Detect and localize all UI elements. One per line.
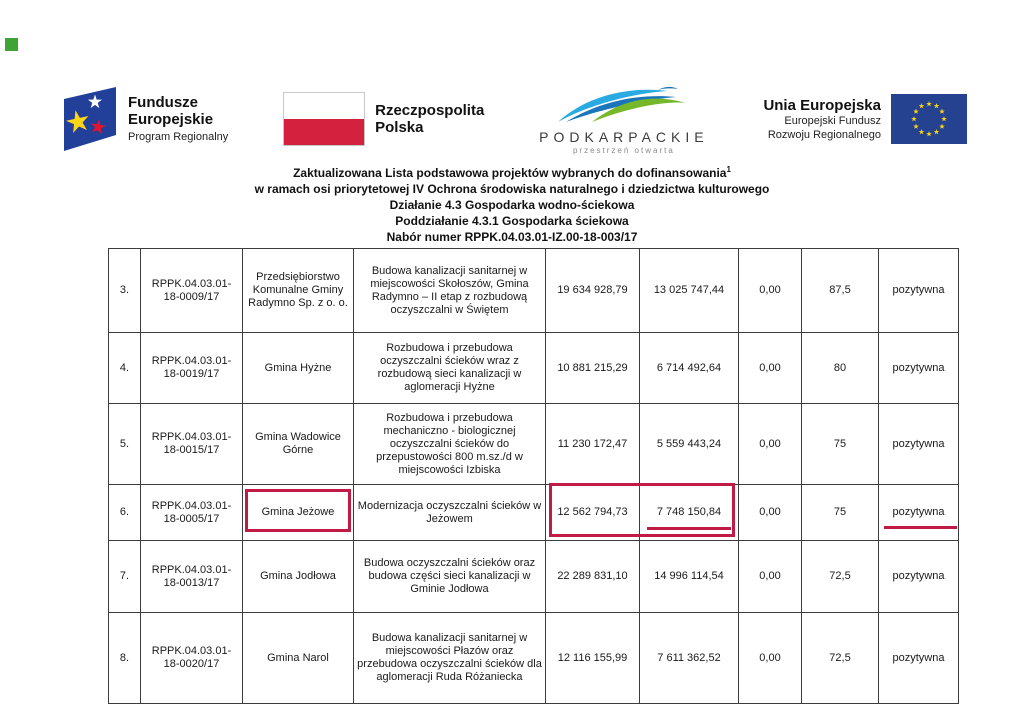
fe-line2: Europejskie — [128, 111, 214, 128]
cell-score: 87,5 — [802, 249, 879, 333]
cell-score: 75 — [802, 404, 879, 485]
unia-europejska-logo — [763, 94, 967, 144]
cell-project-number: RPPK.04.03.01-18-0020/17 — [141, 613, 243, 704]
cell-applicant: Gmina Wadowice Górne — [243, 404, 354, 485]
cell-project-number: RPPK.04.03.01-18-0005/17 — [141, 485, 243, 541]
heading-line-4: Poddziałanie 4.3.1 Gospodarka ściekowa — [395, 214, 629, 228]
cell-funding: 5 559 443,24 — [640, 404, 739, 485]
cell-assessment: pozytywna — [879, 333, 959, 404]
applicant-text: Gmina Jeżowe — [261, 506, 335, 518]
cell-project-title: Rozbudowa i przebudowa mechaniczno - biologicznej oczyszczalni ścieków do przepustowości 800 m.sz./d w miejscowości Izbiska — [354, 404, 546, 485]
cell-total-value: 22 289 831,10 — [546, 541, 640, 613]
heading-line-1 — [0, 162, 1024, 181]
cell-project-title: Modernizacja oczyszczalni ścieków w Jeżowem — [354, 485, 546, 541]
cell-total-value: 10 881 215,29 — [546, 333, 640, 404]
cell-total-value — [546, 485, 640, 541]
projects-table — [108, 248, 959, 704]
heading-line-1-text: Zaktualizowana Lista podstawowa projektów wybranych do dofinansowania — [293, 166, 727, 180]
polish-flag-icon — [283, 92, 365, 146]
cell-funding: 13 025 747,44 — [640, 249, 739, 333]
cell-funding: 7 611 362,52 — [640, 613, 739, 704]
cell-total-value: 11 230 172,47 — [546, 404, 640, 485]
cell-assessment: pozytywna — [879, 404, 959, 485]
cell-lp: 6. — [109, 485, 141, 541]
cell-score: 75 — [802, 485, 879, 541]
heading-line-2: w ramach osi priorytetowej IV Ochrona środowiska naturalnego i dziedzictwa kulturowego — [254, 182, 770, 196]
red-underline-assessment — [884, 526, 957, 529]
cell-project-title: Budowa oczyszczalni ścieków oraz budowa części sieci kanalizacji w Gminie Jodłowa — [354, 541, 546, 613]
cell-funding — [640, 485, 739, 541]
cell-other: 0,00 — [739, 485, 802, 541]
eu-line1: Unia Europejska — [763, 96, 881, 114]
podkarpackie-subtitle: przestrzeń otwarta — [572, 145, 675, 155]
table-row-highlighted — [109, 485, 959, 541]
podkarpackie-name: PODKARPACKIE — [539, 128, 709, 145]
table-row — [109, 613, 959, 704]
cell-assessment: pozytywna — [879, 249, 959, 333]
table-row — [109, 333, 959, 404]
cell-project-number: RPPK.04.03.01-18-0019/17 — [141, 333, 243, 404]
logo-band — [62, 76, 967, 162]
cell-project-title: Rozbudowa i przebudowa oczyszczalni ścieków wraz z rozbudową sieci kanalizacji w aglomeracji Hyżne — [354, 333, 546, 404]
fundusze-europejskie-logo — [62, 85, 228, 153]
pl-line1: Rzeczpospolita — [375, 102, 485, 119]
cell-assessment: pozytywna — [879, 613, 959, 704]
eu-line2: Europejski Fundusz — [784, 114, 881, 127]
fe-logo-text — [128, 94, 228, 144]
cell-total-value: 12 116 155,99 — [546, 613, 640, 704]
cell-applicant: Przedsiębiorstwo Komunalne Gminy Radymno Sp. z o. o. — [243, 249, 354, 333]
assessment-text: pozytywna — [892, 506, 945, 518]
footnote-superscript: 1 — [726, 165, 731, 174]
document-heading — [0, 162, 1024, 245]
projects-table-wrap — [108, 248, 958, 704]
cell-other: 0,00 — [739, 541, 802, 613]
table-row — [109, 541, 959, 613]
pl-logo-text — [375, 102, 484, 136]
green-square-marker — [5, 38, 18, 51]
rzeczpospolita-polska-logo — [283, 92, 484, 146]
eu-flag-icon — [891, 94, 967, 144]
eu-logo-text — [763, 97, 881, 142]
cell-other: 0,00 — [739, 333, 802, 404]
cell-applicant: Gmina Narol — [243, 613, 354, 704]
cell-score: 72,5 — [802, 541, 879, 613]
cell-applicant: Gmina Hyżne — [243, 333, 354, 404]
cell-lp: 5. — [109, 404, 141, 485]
table-row — [109, 249, 959, 333]
podkarpackie-logo — [539, 84, 708, 155]
heading-line-3: Działanie 4.3 Gospodarka wodno-ściekowa — [389, 198, 635, 212]
total-value-text: 12 562 794,73 — [557, 506, 628, 518]
cell-lp: 8. — [109, 613, 141, 704]
funding-text: 7 748 150,84 — [656, 506, 722, 518]
cell-applicant — [243, 485, 354, 541]
heading-line-5: Nabór numer RPPK.04.03.01-IZ.00-18-003/17 — [386, 230, 638, 244]
fe-line3: Program Regionalny — [128, 131, 229, 143]
cell-applicant: Gmina Jodłowa — [243, 541, 354, 613]
cell-project-title: Budowa kanalizacji sanitarnej w miejscowości Płazów oraz przebudowa oczyszczalni ścieków dla aglomeracji Ruda Różaniecka — [354, 613, 546, 704]
cell-assessment — [879, 485, 959, 541]
cell-lp: 4. — [109, 333, 141, 404]
cell-other: 0,00 — [739, 404, 802, 485]
cell-project-number: RPPK.04.03.01-18-0013/17 — [141, 541, 243, 613]
fe-flag-icon — [62, 85, 118, 153]
fe-line1: Fundusze — [128, 94, 198, 111]
pl-line2: Polska — [375, 119, 424, 136]
eu-line3: Rozwoju Regionalnego — [767, 128, 881, 141]
cell-score: 72,5 — [802, 613, 879, 704]
cell-funding: 14 996 114,54 — [640, 541, 739, 613]
table-row — [109, 404, 959, 485]
cell-score: 80 — [802, 333, 879, 404]
red-underline-funding — [647, 527, 731, 530]
cell-lp: 3. — [109, 249, 141, 333]
podkarpackie-swoosh-icon — [554, 84, 694, 128]
cell-lp: 7. — [109, 541, 141, 613]
cell-other: 0,00 — [739, 613, 802, 704]
cell-project-title: Budowa kanalizacji sanitarnej w miejscowości Skołoszów, Gmina Radymno – II etap z rozbudową oczyszczalni w Świętem — [354, 249, 546, 333]
cell-other: 0,00 — [739, 249, 802, 333]
cell-project-number: RPPK.04.03.01-18-0009/17 — [141, 249, 243, 333]
cell-assessment: pozytywna — [879, 541, 959, 613]
cell-total-value: 19 634 928,79 — [546, 249, 640, 333]
cell-funding: 6 714 492,64 — [640, 333, 739, 404]
cell-project-number: RPPK.04.03.01-18-0015/17 — [141, 404, 243, 485]
